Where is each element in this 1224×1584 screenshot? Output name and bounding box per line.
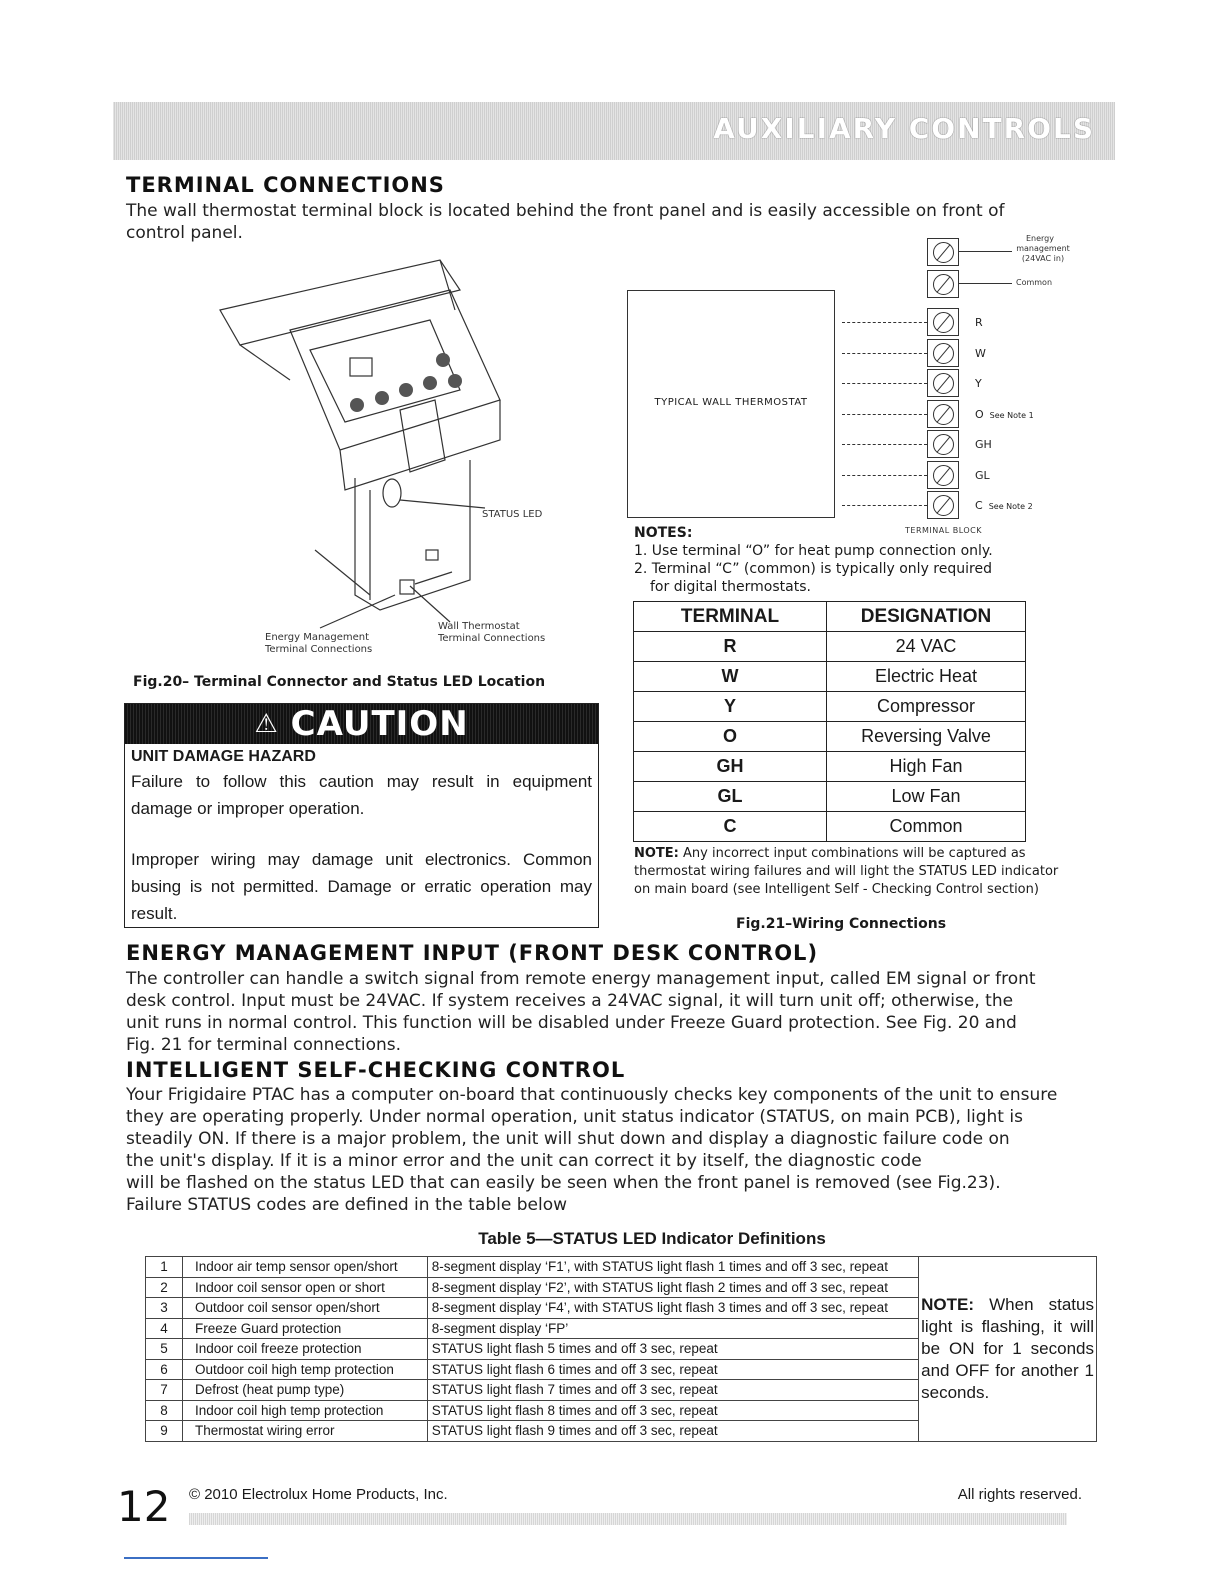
terminal-table [633,601,1026,842]
status-note [919,1257,1097,1442]
code-cell: 9 [146,1421,183,1442]
terminal-letter [975,316,983,329]
fig20-caption: Fig.20– Terminal Connector and Status LED Location [133,674,546,690]
screw-icon [933,373,954,394]
terminal-letter-text: GH [975,438,992,451]
table-row [634,632,1026,662]
self-checking-title: INTELLIGENT SELF-CHECKING CONTROL [126,1058,626,1082]
action-cell: STATUS light flash 7 times and off 3 sec, repeat [427,1380,918,1401]
caution-header [125,704,598,744]
terminal-letter [975,438,992,451]
description-cell: Indoor coil sensor open or short [182,1277,427,1298]
terminal-letter-text: Y [975,377,982,390]
table-row [634,722,1026,752]
note-1: 1. Use terminal “O” for heat pump connection only. [634,543,993,559]
status-note-label: NOTE: [921,1294,975,1314]
thermostat-wire [842,383,927,384]
code-cell: 2 [146,1277,183,1298]
action-cell: STATUS light flash 6 times and off 3 sec, repeat [427,1359,918,1380]
screw-icon [933,404,954,425]
wiring-note-text: Any incorrect input combinations will be captured as thermostat wiring failures and will light the STATUS LED indicator on main board (see Intelligent Self - Checking Control section) [634,846,1059,897]
sc-line: Your Frigidaire PTAC has a computer on-board that continuously checks key components of the unit to ensure [126,1085,1058,1105]
energy-management-label-1: Energy Management [265,632,370,643]
table-row [634,812,1026,842]
em-line: unit runs in normal control. This function will be disabled under Freeze Guard protection. See Fig. 20 and [126,1013,1017,1033]
thermostat-box [627,290,835,518]
thermostat-label: TYPICAL WALL THERMOSTAT [654,397,808,408]
code-cell: 5 [146,1339,183,1360]
note-2b: for digital thermostats. [650,579,811,595]
terminal-cell: O [634,722,827,752]
em-line: The controller can handle a switch signal from remote energy management input, called EM signal or front [126,969,1036,989]
copyright: © 2010 Electrolux Home Products, Inc. [189,1486,448,1503]
action-cell: 8-segment display ‘FP’ [427,1318,918,1339]
note-2a: 2. Terminal “C” (common) is typically only required [634,561,992,577]
table-row [634,662,1026,692]
status-table [145,1256,1097,1442]
page-title: AUXILIARY CONTROLS [713,112,1095,145]
code-cell: 8 [146,1400,183,1421]
sc-line: Failure STATUS codes are defined in the table below [126,1195,568,1215]
terminal-note: See Note 1 [989,411,1034,420]
terminal-screw [927,461,959,489]
header-bar [113,102,1115,160]
em-line: Fig. 21 for terminal connections. [126,1035,402,1055]
caution-box [124,703,599,928]
action-cell: STATUS light flash 5 times and off 3 sec, repeat [427,1339,918,1360]
terminal-screw [927,491,959,519]
status-note-text: When status light is flashing, it will be ON for 1 seconds and OFF for another 1 seconds. [921,1294,1094,1402]
screw-icon [933,312,954,333]
table-row [634,692,1026,722]
screw-icon [933,343,954,364]
terminal-screw [927,430,959,458]
terminal-letter [975,347,986,360]
description-cell: Indoor coil freeze protection [182,1339,427,1360]
description-cell: Thermostat wiring error [182,1421,427,1442]
terminal-connections-line-2: control panel. [126,223,243,243]
table-row [146,1257,1097,1278]
caution-paragraph-1: Failure to follow this caution may result in equipment damage or improper operation. [131,772,592,818]
terminal-note: See Note 2 [988,502,1033,511]
page-number: 12 [117,1482,171,1531]
terminal-connections-title: TERMINAL CONNECTIONS [126,173,445,197]
wiring-note [634,845,1074,899]
terminal-screw [927,369,959,397]
terminal-letter-text: GL [975,469,990,482]
sc-line: the unit's display. If it is a minor error and the unit can correct it by itself, the diagnostic code [126,1151,922,1171]
code-cell: 3 [146,1298,183,1319]
action-cell: STATUS light flash 8 times and off 3 sec, repeat [427,1400,918,1421]
terminal-letter-text: C [975,499,983,512]
rights-reserved: All rights reserved. [957,1486,1082,1503]
common-lead [959,283,1012,284]
designation-cell: Common [827,812,1026,842]
thermostat-wire [842,353,927,354]
designation-cell: Electric Heat [827,662,1026,692]
energy-lead [959,251,1012,252]
table-row [634,752,1026,782]
header-designation: DESIGNATION [827,602,1026,632]
terminal-block-caption: TERMINAL BLOCK [905,526,983,535]
terminal-letter [975,469,990,482]
designation-cell: Low Fan [827,782,1026,812]
designation-cell: High Fan [827,752,1026,782]
code-cell: 6 [146,1359,183,1380]
common-label: Common [1015,278,1053,287]
description-cell: Outdoor coil sensor open/short [182,1298,427,1319]
code-cell: 7 [146,1380,183,1401]
energy-management-label-2: Terminal Connections [265,644,373,655]
terminal-screw [927,308,959,336]
action-cell: 8-segment display ‘F1’, with STATUS light flash 1 times and off 3 sec, repeat [427,1257,918,1278]
terminal-letter [975,408,1034,421]
description-cell: Freeze Guard protection [182,1318,427,1339]
terminal-energy [927,238,959,266]
caution-title: CAUTION [290,704,469,744]
thermostat-wire [842,414,927,415]
action-cell: 8-segment display ‘F4’, with STATUS light flash 3 times and off 3 sec, repeat [427,1298,918,1319]
terminal-letter [975,499,1033,512]
designation-cell: 24 VAC [827,632,1026,662]
energy-label-1: Energy [1025,234,1054,243]
control-panel-illustration [200,250,600,670]
footer-bar [189,1513,1067,1525]
fig21-caption: Fig.21–Wiring Connections [736,916,947,932]
sc-line: they are operating properly. Under normal operation, unit status indicator (STATUS, on main PCB), light is [126,1107,1023,1127]
sc-line: steadily ON. If there is a major problem, the unit will shut down and display a diagnostic failure code on [126,1129,1010,1149]
terminal-screw [927,339,959,367]
notes-title: NOTES: [634,525,693,541]
terminal-letter [975,377,982,390]
designation-cell: Reversing Valve [827,722,1026,752]
description-cell: Indoor coil high temp protection [182,1400,427,1421]
designation-cell: Compressor [827,692,1026,722]
caution-subtitle: UNIT DAMAGE HAZARD [131,748,316,765]
screw-icon [933,242,954,263]
header-terminal: TERMINAL [634,602,827,632]
terminal-cell: R [634,632,827,662]
action-cell: 8-segment display ‘F2’, with STATUS light flash 2 times and off 3 sec, repeat [427,1277,918,1298]
description-cell: Outdoor coil high temp protection [182,1359,427,1380]
terminal-cell: W [634,662,827,692]
wall-thermostat-label-1: Wall Thermostat [438,621,520,632]
thermostat-wire [842,505,927,506]
description-cell: Defrost (heat pump type) [182,1380,427,1401]
terminal-cell: Y [634,692,827,722]
divider [124,1557,268,1559]
screw-icon [933,274,954,295]
terminal-cell: GL [634,782,827,812]
caution-paragraph-2: Improper wiring may damage unit electronics. Common busing is not permitted. Damage or erratic operation may result. [131,850,592,923]
terminal-letter-text: R [975,316,983,329]
code-cell: 4 [146,1318,183,1339]
wiring-note-label: NOTE: [634,846,679,861]
status-led-label: STATUS LED [482,509,543,520]
description-cell: Indoor air temp sensor open/short [182,1257,427,1278]
wall-thermostat-label-2: Terminal Connections [438,633,546,644]
thermostat-wire [842,444,927,445]
energy-management-title: ENERGY MANAGEMENT INPUT (FRONT DESK CONTROL) [126,941,819,965]
table-header-row [634,602,1026,632]
warning-triangle-icon: ⚠ [254,709,279,739]
terminal-cell: GH [634,752,827,782]
terminal-screw [927,400,959,428]
screw-icon [933,495,954,516]
wiring-notes [634,524,993,596]
code-cell: 1 [146,1257,183,1278]
action-cell: STATUS light flash 9 times and off 3 sec, repeat [427,1421,918,1442]
status-table-title: Table 5—STATUS LED Indicator Definitions [478,1229,826,1248]
table-row [634,782,1026,812]
screw-icon [933,465,954,486]
energy-label-2: management [1016,244,1070,253]
em-line: desk control. Input must be 24VAC. If system receives a 24VAC signal, it will turn unit off; otherwise, the [126,991,1014,1011]
terminal-letter-text: W [975,347,986,360]
thermostat-wire [842,475,927,476]
sc-line: will be flashed on the status LED that can easily be seen when the front panel is removed (see Fig.23). [126,1173,1001,1193]
terminal-cell: C [634,812,827,842]
terminal-common [927,270,959,298]
terminal-letter-text: O [975,408,984,421]
terminal-connections-line-1: The wall thermostat terminal block is located behind the front panel and is easily accessible on front of [126,201,1005,221]
screw-icon [933,434,954,455]
energy-label-3: (24VAC in) [1021,254,1065,263]
thermostat-wire [842,322,927,323]
